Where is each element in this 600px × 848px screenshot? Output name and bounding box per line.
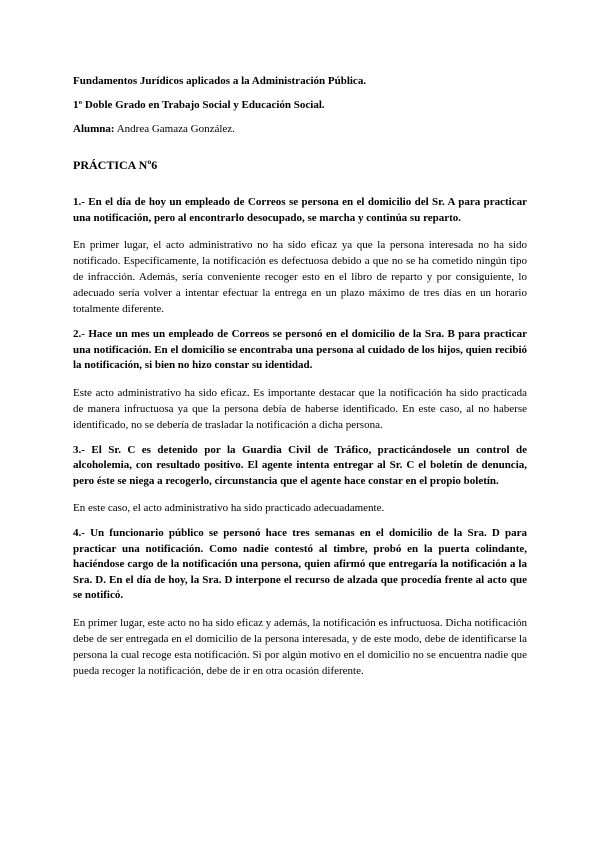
practice-title: PRÁCTICA Nº6 (73, 158, 158, 172)
question-1: 1.- En el día de hoy un empleado de Correos se persona en el domicilio del Sr. A para practicar una notificación, pero al encontrarlo desocupado, se marcha y continúa su reparto. (73, 196, 527, 224)
degree-line (73, 98, 527, 112)
question-4: 4.- Un funcionario público se personó hace tres semanas en el domicilio de la Sra. D para practicar una notificación. Como nadie contestó al timbre, probó en la puerta colindante, haciéndose cargo de la notificación una persona, quien afirmó que entregaría la notificación a la Sra. D. En el día de hoy, la Sra. D interpone el recurso de alzada que procedía frente al acto que se notificó. (73, 527, 527, 601)
student-line (73, 122, 527, 136)
student-label: Alumna: (73, 123, 115, 135)
answer-3: En este caso, el acto administrativo ha sido practicado adecuadamente. (73, 502, 385, 514)
student-name: Andrea Gamaza González. (116, 123, 235, 135)
answer-2: Este acto administrativo ha sido eficaz. Es importante destacar que la notificación ha sido practicada de manera infructuosa ya que la persona debía de haberse identificado. En este caso, al no haberse identificado, no se debería de trasladar la notificación a dicha persona. (73, 386, 527, 431)
degree-title: 1º Doble Grado en Trabajo Social y Educación Social. (73, 99, 325, 111)
course-line (73, 74, 527, 88)
question-2: 2.- Hace un mes un empleado de Correos se personó en el domicilio de la Sra. B para practicar una notificación. En el domicilio se encontraba una persona al cuidado de los hijos, quien recibió la notificación, si bien no hizo constar su identidad. (73, 328, 527, 371)
answer-4: En primer lugar, este acto no ha sido eficaz y además, la notificación es infructuosa. Dicha notificación debe de ser entregada en el domicilio de la persona interesada, y de este modo, debe de identificarse la persona la cual recoge esta notificación. Si por algún motivo en el domicilio no se encuentra nadie que pueda recoger la notificación, debe de ir en otra ocasión diferente. (73, 616, 527, 677)
question-3: 3.- El Sr. C es detenido por la Guardia Civil de Tráfico, practicándosele un control de alcoholemia, con resultado positivo. El agente intenta entregar al Sr. C el boletín de denuncia, pero éste se niega a recogerlo, circunstancia que el agente hace constar en el propio boletín. (73, 443, 527, 487)
course-title: Fundamentos Jurídicos aplicados a la Administración Pública. (73, 75, 367, 87)
document-page (73, 74, 527, 689)
answer-1: En primer lugar, el acto administrativo no ha sido eficaz ya que la persona interesada no ha sido notificado. Específicamente, la notificación es defectuosa debido a que no se ha cometido ningún tipo de infracción. Además, sería conveniente recoger esto en el libro de reparto y por consiguiente, lo adecuado sería volver a intentar efectuar la entrega en un plazo máximo de tres días en un horario totalmente diferente. (73, 239, 527, 315)
